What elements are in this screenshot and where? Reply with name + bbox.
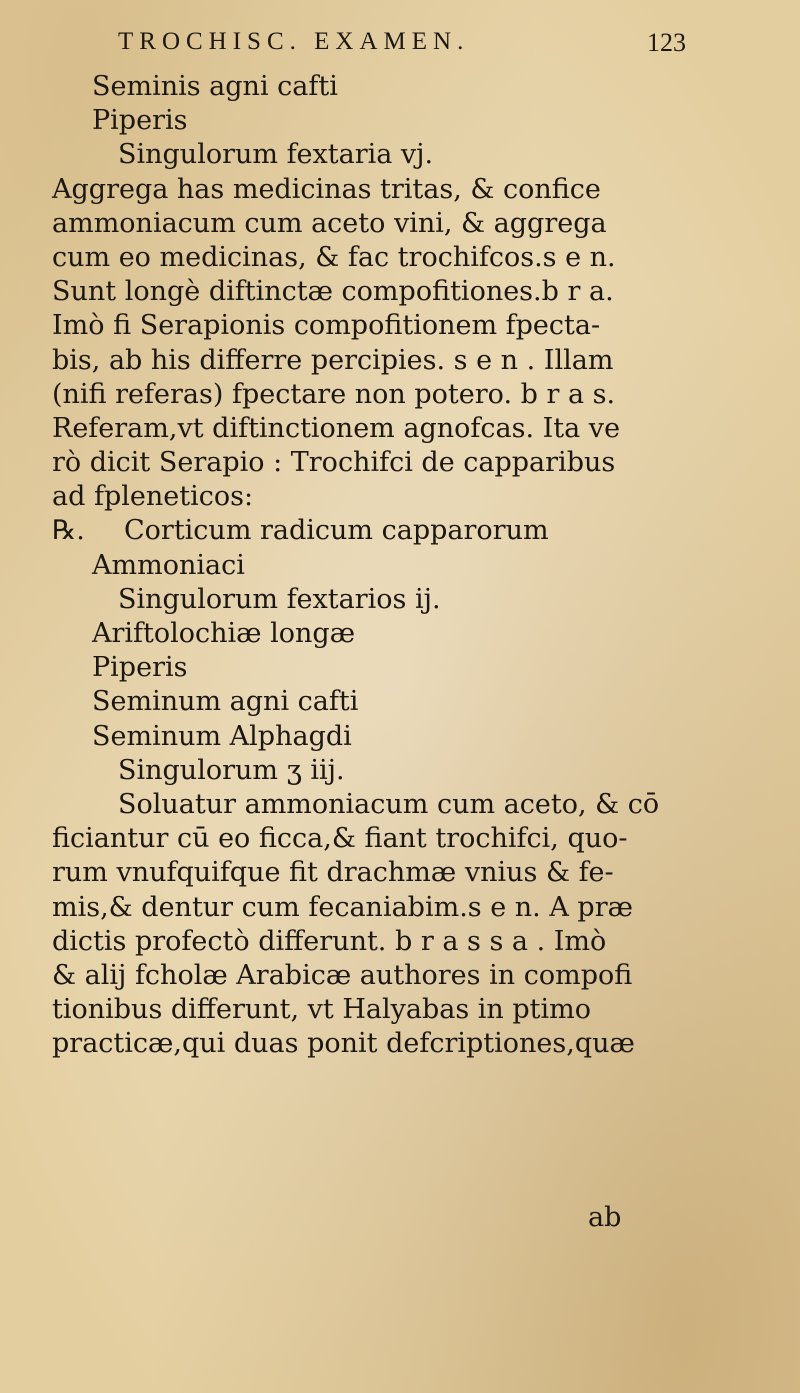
text-line: Seminum agni cafti	[92, 686, 359, 718]
page-number: 123	[647, 28, 686, 57]
page-header	[118, 28, 686, 68]
text-line: Ariftolochiæ longæ	[92, 618, 356, 649]
text-line: (nifi referas) fpectare non potero. b r a s.	[52, 378, 616, 410]
text-line: rò dicit Serapio : Trochifci de capparibus	[52, 447, 616, 479]
text-line: & alij fcholæ Arabicæ authores in compofi	[52, 959, 633, 991]
text-line: Ammoniaci	[92, 549, 245, 581]
text-line: Singulorum fextarios ij.	[118, 583, 441, 615]
recipe-symbol: ℞.	[52, 515, 85, 547]
text-line: Seminum Alphagdi	[92, 720, 352, 752]
text-line: tionibus differunt, vt Halyabas in ptimo	[52, 994, 592, 1026]
text-line: dictis profectò differunt. b r a s s a . Imò	[52, 925, 607, 957]
text-line: Aggrega has medicinas tritas, & confice	[52, 173, 601, 205]
text-line: Seminis agni cafti	[92, 71, 338, 102]
text-line: Soluatur ammoniacum cum aceto, & cō	[118, 788, 660, 820]
text-line: cum eo medicinas, & fac trochifcos.s e n.	[52, 241, 616, 273]
text-line: Singulorum ʒ iij.	[118, 754, 345, 786]
text-line: practicæ,qui duas ponit defcriptiones,quæ	[52, 1028, 635, 1060]
recipe-line	[52, 514, 772, 548]
text-line: Piperis	[92, 105, 188, 137]
body-text	[52, 70, 772, 1061]
text-line: mis,& dentur cum fecaniabim.s e n. A præ	[52, 891, 633, 923]
text-line: Imò fi Serapionis compofitionem fpecta-	[52, 310, 601, 342]
running-head: TROCHISC. EXAMEN.	[118, 28, 470, 55]
text-line: Referam,vt diftinctionem agnofcas. Ita ve	[52, 412, 621, 444]
recipe-line-text: Corticum radicum capparorum	[124, 515, 549, 547]
text-line: rum vnufquifque fit drachmæ vnius & fe-	[52, 857, 614, 889]
catchword: ab	[588, 1202, 622, 1233]
text-line: bis, ab his differre percipies. s e n . Illam	[52, 344, 614, 376]
text-line: ammoniacum cum aceto vini, & aggrega	[52, 207, 607, 239]
text-line: Singulorum fextaria vj.	[118, 139, 434, 171]
text-line: Piperis	[92, 652, 188, 684]
text-line: ficiantur cū eo ficca,& fiant trochifci, quo-	[52, 823, 628, 855]
text-line: ad fpleneticos:	[52, 481, 254, 513]
text-line: Sunt longè diftinctæ compofitiones.b r a.	[52, 276, 614, 308]
